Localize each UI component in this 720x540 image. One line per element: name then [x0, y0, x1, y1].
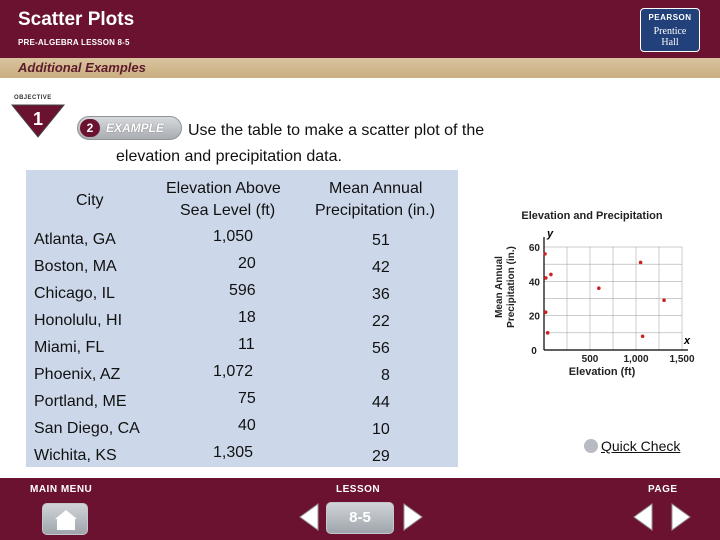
chart-ticks [529, 243, 695, 365]
logo-line3: Hall [661, 37, 679, 48]
y-tick-label: 20 [528, 311, 540, 323]
lesson-subtitle: PRE-ALGEBRA LESSON 8-5 [18, 38, 130, 47]
table-cell-precip: 8 [381, 367, 390, 384]
header-bar [0, 0, 720, 58]
next-lesson-icon[interactable] [398, 500, 428, 534]
y-axis-letter: y [547, 228, 554, 240]
table-cell-city: Honolulu, HI [34, 312, 123, 329]
section-band [0, 58, 720, 78]
y-axis-label-line2: Precipitation (in.) [506, 246, 517, 328]
table-cell-city: San Diego, CA [34, 420, 140, 437]
data-point [544, 310, 548, 314]
data-point [662, 298, 666, 302]
table-cell-precip: 42 [372, 259, 390, 276]
data-point [641, 334, 645, 338]
data-point [543, 252, 547, 256]
header-city: City [76, 192, 104, 209]
quick-check-icon [584, 439, 598, 453]
table-cell-elevation: 1,050 [213, 228, 254, 245]
table-cell-city: Miami, FL [34, 339, 105, 356]
instruction-text [116, 118, 546, 170]
pearson-logo [640, 8, 700, 52]
table-cell-precip: 44 [372, 394, 390, 411]
objective-arrow-icon [10, 103, 66, 139]
lesson-label: LESSON [336, 484, 381, 495]
x-tick-label: 1,500 [669, 354, 695, 365]
table-cell-city: Boston, MA [34, 258, 117, 275]
table-cell-city: Portland, ME [34, 393, 127, 410]
x-axis-letter: x [684, 335, 691, 347]
table-cell-city: Wichita, KS [34, 447, 117, 464]
table-cell-precip: 56 [372, 340, 390, 357]
header-elevation-line2: Sea Level (ft) [180, 202, 276, 219]
objective-label: OBJECTIVE [14, 95, 52, 101]
table-cell-elevation: 18 [238, 309, 256, 326]
next-page-icon[interactable] [666, 500, 696, 534]
objective-number: 1 [32, 109, 44, 129]
quick-check-link[interactable] [584, 438, 680, 454]
table-cell-elevation: 20 [238, 255, 256, 272]
data-point [546, 331, 550, 335]
chart-axes [544, 228, 691, 350]
data-point [639, 261, 643, 265]
home-icon [43, 504, 89, 536]
table-cell-precip: 22 [372, 313, 390, 330]
x-tick-label: 1,000 [623, 354, 649, 365]
prev-lesson-icon[interactable] [294, 500, 324, 534]
data-table [26, 170, 458, 467]
table-cell-city: Atlanta, GA [34, 231, 116, 248]
table-cell-precip: 51 [372, 232, 390, 249]
section-label: Additional Examples [18, 60, 146, 75]
page-label: PAGE [648, 484, 678, 495]
scatter-chart [488, 205, 710, 385]
y-tick-label: 60 [528, 243, 540, 254]
logo-line1: PEARSON [648, 13, 692, 22]
prev-page-icon[interactable] [628, 500, 658, 534]
chart-points [543, 252, 666, 338]
instruction-line1: Use the table to make a scatter plot of the [188, 122, 485, 139]
header-precip-line2: Precipitation (in.) [315, 202, 436, 219]
table-cell-elevation: 11 [238, 336, 255, 353]
data-point [549, 273, 553, 277]
header-precip-line1: Mean Annual [329, 180, 423, 197]
logo-line2: Prentice [653, 26, 687, 37]
main-menu-label: MAIN MENU [30, 484, 93, 495]
x-tick-label: 500 [581, 354, 599, 365]
table-cell-elevation: 75 [238, 390, 256, 407]
header-elevation-line1: Elevation Above [166, 180, 281, 197]
main-menu-button[interactable] [42, 503, 88, 535]
data-point [597, 286, 601, 290]
table-cell-city: Phoenix, AZ [34, 366, 121, 383]
y-axis-label-line1: Mean Annual [494, 256, 505, 318]
quick-check-label: Quick Check [601, 438, 681, 454]
y-tick-label: 40 [528, 277, 540, 289]
table-cell-elevation: 1,072 [213, 363, 254, 380]
table-cell-precip: 36 [372, 286, 390, 303]
objective-badge [10, 95, 66, 139]
origin-label: 0 [531, 346, 537, 357]
page-title: Scatter Plots [18, 9, 135, 30]
chart-title: Elevation and Precipitation [521, 210, 663, 222]
instruction-line2: elevation and precipitation data. [116, 148, 342, 165]
chart-grid [544, 247, 682, 350]
x-axis-label: Elevation (ft) [568, 366, 636, 378]
table-cell-precip: 10 [372, 421, 390, 438]
table-cell-precip: 29 [372, 448, 390, 465]
example-number: 2 [80, 119, 100, 137]
lesson-number-button[interactable]: 8-5 [326, 502, 394, 534]
table-cell-elevation: 596 [229, 282, 256, 299]
scatter-chart-svg [488, 205, 710, 385]
example-label: EXAMPLE [106, 121, 165, 135]
footer-bar [0, 478, 720, 540]
table-cell-elevation: 1,305 [213, 444, 254, 461]
table-cell-city: Chicago, IL [34, 285, 115, 302]
table-cell-elevation: 40 [238, 417, 256, 434]
data-point [544, 276, 548, 280]
